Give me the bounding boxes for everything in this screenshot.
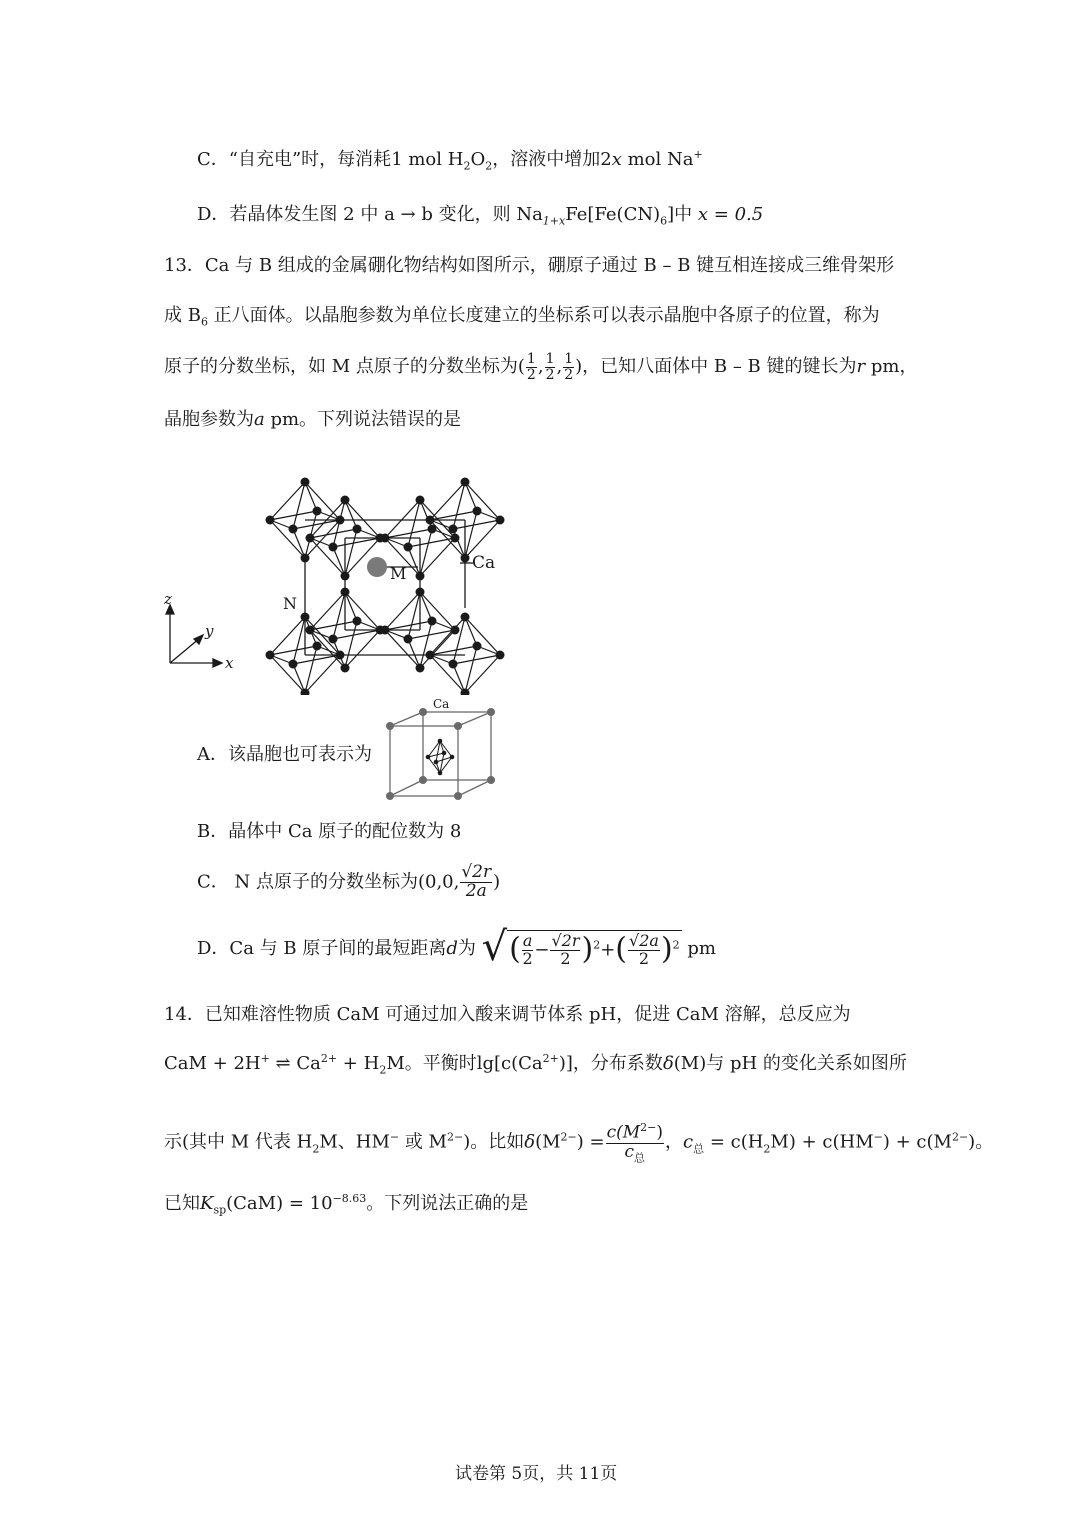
b-atom xyxy=(341,496,350,505)
b-atom xyxy=(416,664,425,673)
b-b-bond xyxy=(453,529,465,558)
b-b-bond xyxy=(465,617,477,646)
b-atom xyxy=(451,626,460,635)
b-atom xyxy=(416,588,425,597)
b-atom xyxy=(266,516,275,525)
q12-option-d: D．若晶体发生图 2 中 a → b 变化，则 $Na_{1+x}Fe[Fe(CN)_6]$中 x = 0.5 xyxy=(197,204,764,228)
b-b-bond xyxy=(430,655,465,693)
q13-option-b: B．晶体中 Ca 原子的配位数为 8 xyxy=(197,821,462,842)
b-atom xyxy=(428,525,437,534)
b-atom xyxy=(381,534,390,543)
b-b-bond xyxy=(305,482,340,520)
b-atom xyxy=(473,642,482,651)
b-atom xyxy=(353,525,362,534)
q13-line4: 晶胞参数为a pm。下列说法错误的是 xyxy=(164,409,462,430)
q14-line1: 14．已知难溶性物质 CaM 可通过加入酸来调节体系 pH，促进 CaM 溶解，总反应为 xyxy=(164,1004,851,1025)
q13-line2: 成 $B_6$ 正八面体。以晶胞参数为单位长度建立的坐标系可以表示晶胞中各原子的位置，称为 xyxy=(164,305,880,329)
axes xyxy=(166,605,222,667)
q14-line2: CaM + 2H+ ⇌ $Ca^{2+} + H_2M$。平衡时$\lg[c(Ca^{2+})]$，分布系数δ(M)与 pH 的变化关系如图所 xyxy=(164,1052,907,1077)
b-atom xyxy=(428,617,437,626)
b-atom xyxy=(404,543,413,552)
b-b-bond xyxy=(420,592,432,621)
b-b-bond xyxy=(345,500,380,538)
b-b-bond xyxy=(293,664,305,693)
b-b-bond xyxy=(408,639,420,668)
distance-radicand: ( $\frac{a}{2}$ − $\frac{√2r}{2}$ )$^2$+( $\frac{√2a}{2}$ )$^2$ xyxy=(509,931,680,968)
q12-c-label: C．“自充电”时，每消耗 xyxy=(197,149,392,170)
page-footer: 试卷第 5页，共 11页 xyxy=(455,1464,618,1484)
b-atom xyxy=(289,660,298,669)
b-atom xyxy=(449,660,458,669)
q12-option-c: C．“自充电”时，每消耗1 mol $H_2O_2$，溶液中增加2x mol Na+ xyxy=(197,148,703,173)
option-a-cell-figure xyxy=(378,694,503,806)
b-b-bond xyxy=(420,500,455,538)
b-b-bond xyxy=(465,617,500,655)
b-b-bond xyxy=(420,500,432,529)
b-atom xyxy=(461,613,470,622)
b-atom xyxy=(313,507,322,516)
b-atom xyxy=(313,642,322,651)
b-b-bond xyxy=(333,547,345,576)
b-atom xyxy=(266,651,275,660)
q13-option-c: C． N 点原子的分数坐标为(0,0, $\frac{√2r}{2a}$ ) xyxy=(197,862,501,901)
label-ca: Ca xyxy=(472,553,496,573)
b-atom xyxy=(404,635,413,644)
b-b-bond xyxy=(385,630,420,668)
axis-z: z xyxy=(164,590,172,608)
b-atom xyxy=(329,635,338,644)
b-b-bond xyxy=(270,520,305,558)
b-atom xyxy=(301,613,310,622)
b-atom xyxy=(416,572,425,581)
b-atom xyxy=(426,651,435,660)
b-atom xyxy=(416,496,425,505)
b-atom xyxy=(306,626,315,635)
b-b-bond xyxy=(305,482,317,511)
q13-option-a: A．该晶胞也可表示为 xyxy=(197,744,372,765)
b-atom xyxy=(451,534,460,543)
b-atom xyxy=(329,543,338,552)
svg-text:Ca: Ca xyxy=(433,697,450,711)
label-n: N xyxy=(283,594,297,613)
q14-line3: 示(其中 M 代表 $H_2M$、HM− 或 $M^{2-}$)。比如$\delta(M^{2-})$ = $\frac{c(M^{2-})}{c_总}$ ，$c_总 = c(H_2M) + c(HM^-) + c(M^{2-})$。 xyxy=(164,1121,994,1164)
b-b-bond xyxy=(345,592,380,630)
b-atom xyxy=(341,588,350,597)
b-b-bond xyxy=(345,592,357,621)
b-b-bond xyxy=(345,500,357,529)
b-atom xyxy=(341,572,350,581)
b-b-bond xyxy=(310,538,345,576)
m-atom xyxy=(367,557,387,577)
b-b-bond xyxy=(420,592,455,630)
b-atom xyxy=(301,554,310,563)
b-atom xyxy=(289,525,298,534)
crystal-structure-figure xyxy=(150,450,520,695)
b-b-bond xyxy=(270,655,305,693)
axis-y: y xyxy=(205,622,214,640)
b-atom xyxy=(496,516,505,525)
b-atom xyxy=(496,651,505,660)
axis-x: x xyxy=(225,654,234,672)
q13-line1: 13．Ca 与 B 组成的金属硼化物结构如图所示，硼原子通过 B – B 键互相连接成三维骨架形 xyxy=(164,255,895,276)
q13-line3: 原子的分数坐标，如 M 点原子的分数坐标为( $\frac{1}{2}$ , $\frac{1}{2}$ , $\frac{1}{2}$ )，已知八面体中 B – B 键的键长为r pm， xyxy=(164,351,918,383)
b-atom xyxy=(381,626,390,635)
b-b-bond xyxy=(465,482,500,520)
b-atom xyxy=(341,664,350,673)
b-b-bond xyxy=(465,482,477,511)
b-atom xyxy=(473,507,482,516)
q14-line4: 已知$K_{sp}(CaM) = 10^{-8.63}$。下列说法正确的是 xyxy=(164,1192,529,1217)
b-b-bond xyxy=(453,664,465,693)
b-b-bond xyxy=(293,529,305,558)
b-atom xyxy=(461,554,470,563)
b-atom xyxy=(306,534,315,543)
b-atom xyxy=(301,478,310,487)
b-atom xyxy=(461,478,470,487)
label-m: M xyxy=(390,564,407,583)
b-atom xyxy=(353,617,362,626)
b-b-bond xyxy=(408,547,420,576)
q13-option-d: D．Ca 与 B 原子间的最短距离d为 √( $\frac{a}{2}$ − $\frac{√2r}{2}$ )$^2$+( $\frac{√2a}{2}$ )$^2$ pm xyxy=(197,923,716,970)
